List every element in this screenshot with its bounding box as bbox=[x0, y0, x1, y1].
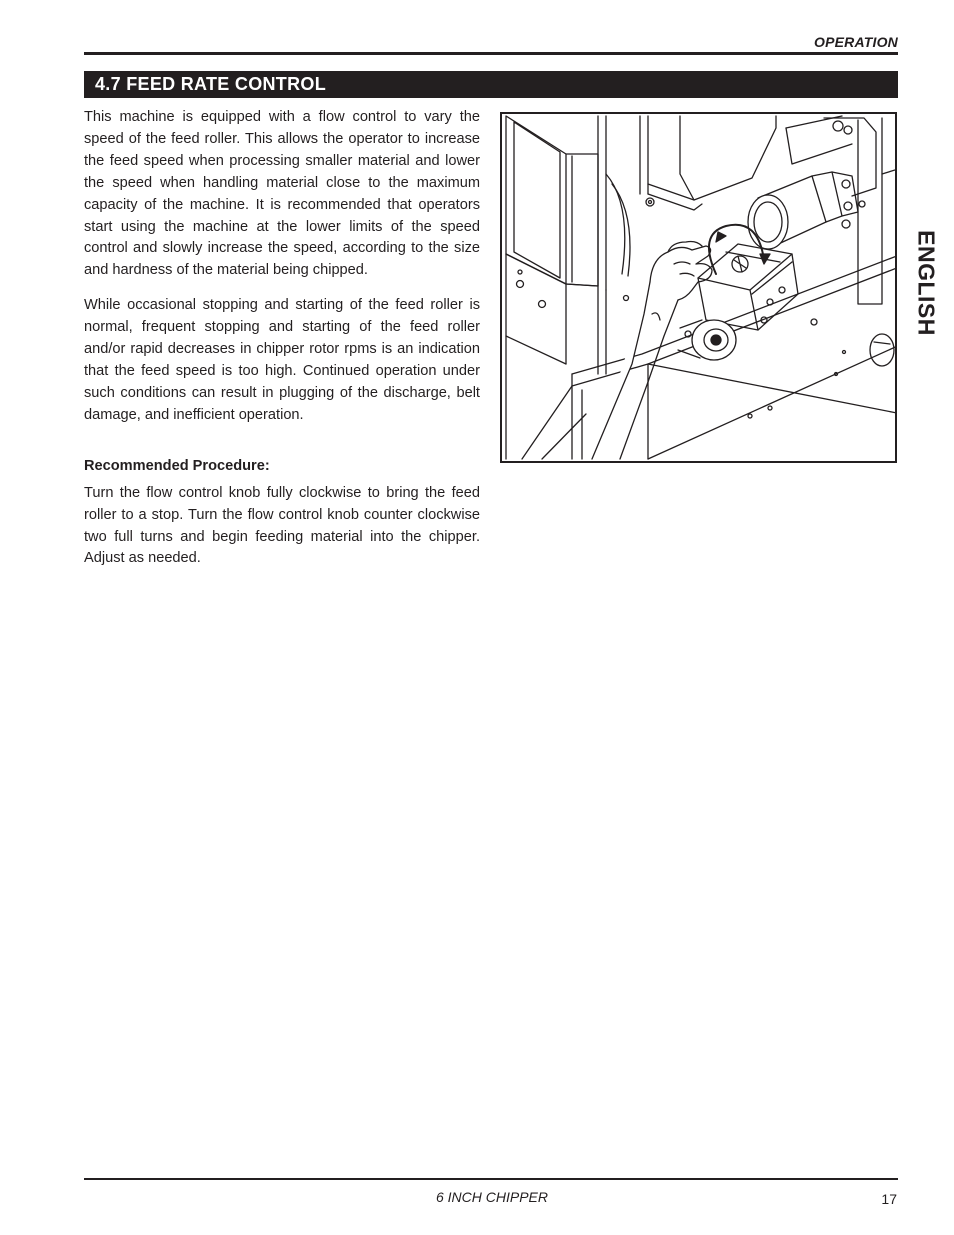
page-number: 17 bbox=[881, 1191, 897, 1207]
header-rule bbox=[84, 52, 898, 55]
procedure-heading: Recommended Procedure: bbox=[84, 457, 270, 474]
running-header: OPERATION bbox=[814, 34, 898, 50]
body-column bbox=[84, 107, 480, 583]
paragraph-feed-control: This machine is equipped with a flow control to vary the speed of the feed roller. This allows the operator to increase the feed speed when processing smaller material and lower the speed when handling material close to the maximum capacity of the machine. It is recommended that operators start using the machine at the lower limits of the speed control and slowly increase the speed, according to the size and hardness of the material being chipped. bbox=[84, 109, 480, 279]
paragraph-feed-warning: While occasional stopping and starting of the feed roller is normal, frequent stopping and starting of the feed roller and/or rapid decreases in chipper rotor rpms is an indication that the feed speed is too high. Continued operation under such conditions can result in plugging of the discharge, belt damage, and inefficient operation. bbox=[84, 297, 480, 423]
manual-title: 6 INCH CHIPPER bbox=[435, 1189, 549, 1205]
flow-control-illustration bbox=[500, 112, 897, 463]
procedure-paragraph: Turn the flow control knob fully clockwise to bring the feed roller to a stop. Turn the flow control knob counter clockwise two full turns and begin feeding material into the chipper. Adjust as needed. bbox=[84, 484, 480, 567]
language-tab bbox=[906, 228, 946, 338]
section-title: 4.7 FEED RATE CONTROL bbox=[84, 71, 898, 98]
footer-rule bbox=[84, 1178, 898, 1180]
language-label: ENGLISH bbox=[913, 230, 940, 336]
